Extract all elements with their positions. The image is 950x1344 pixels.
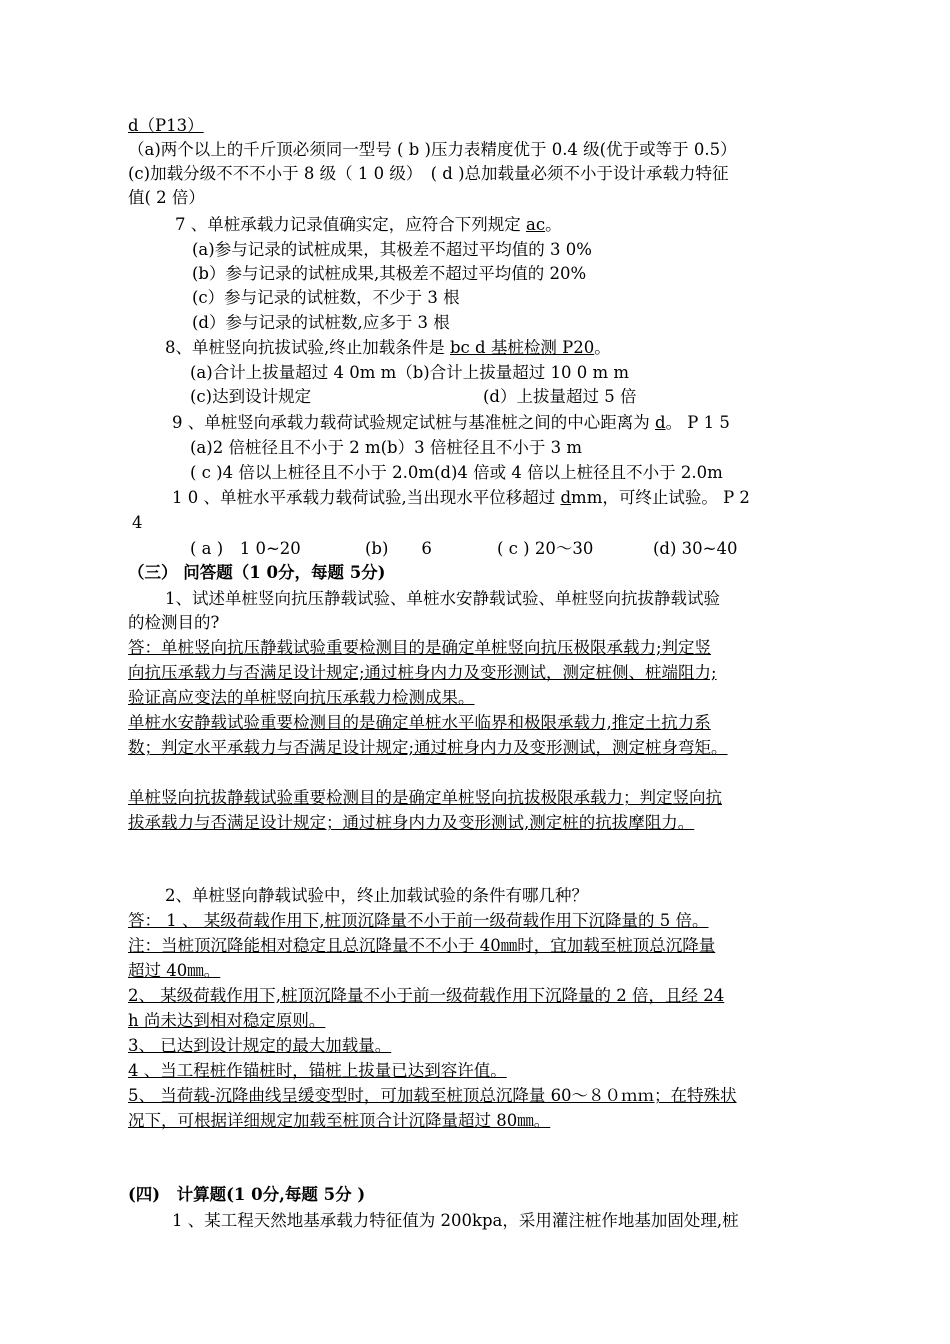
s3-a2-line: 答： 1 、 某级荷载作用下,桩顶沉降量不小于前一级荷载作用下沉降量的 5 倍。 [128, 911, 709, 930]
s3-a2-line: 况下，可根据详细规定加载至桩顶合计沉降量超过 80㎜。 [128, 1111, 551, 1130]
q10-stem-end: mm，可终止试验。 P 2 [571, 488, 750, 507]
q10-stem-cont: 4 [132, 513, 143, 532]
s3-a1-line: 答：单桩竖向抗压静载试验重要检测目的是确定单桩竖向抗压极限承载力;判定竖 [128, 638, 712, 657]
section-3-heading: （三） 问答题（1 0分，每题 5分) [128, 563, 386, 582]
s3-a1-line: 拔承载力与否满足设计规定；通过桩身内力及变形测试,测定桩的抗拔摩阻力。 [128, 813, 695, 832]
q8-option-a-b: (a)合计上拔量超过 4 0m m（b)合计上拔量超过 10 0 m m [190, 363, 629, 382]
q7-stem-end: 。 [545, 215, 562, 234]
q9-stem [172, 411, 730, 435]
s3-a1-line: 验证高应变法的单桩竖向抗压承载力检测成果。 [128, 688, 475, 707]
q6-option-d-cont: 值( 2 倍） [128, 188, 205, 207]
q6-option-a-b: （a)两个以上的千斤顶必须同一型号 ( b )压力表精度优于 0.4 级(优于或等于 0.5） [128, 140, 737, 159]
s3-a1-line: 单桩竖向抗拔静载试验重要检测目的是确定单桩竖向抗拔极限承载力；判定竖向抗 [128, 788, 722, 807]
q8-stem-end: 。 [594, 338, 611, 357]
q10-stem [172, 486, 750, 510]
q10-option-c: ( c ) 20～30 [497, 539, 594, 558]
q6-option-c-d: (c)加载分级不不不小于 8 级（ 1 0 级） ( d )总加载量必须不小于设计承载力特征 [128, 164, 729, 183]
q10-option-a: ( a ) 1 0~20 [190, 539, 301, 558]
q8-option-d: (d）上拔量超过 5 倍 [483, 387, 637, 406]
s3-a2-line: 4 、当工程桩作锚桩时，锚桩上拔量已达到容许值。 [128, 1061, 507, 1080]
s3-q2: 2、单桩竖向静载试验中，终止加载试验的条件有哪几种？ [165, 886, 588, 905]
q8-answer: bc d 基桩检测 P20 [450, 338, 595, 357]
s3-q1-line-1: 1、试述单桩竖向抗压静载试验、单桩水安静载试验、单桩竖向抗拔静载试验 [165, 589, 720, 608]
s3-a2-line: 5、 当荷载-沉降曲线呈缓变型时，可加载至桩顶总沉降量 60～８０ｍｍ；在特殊状 [128, 1086, 737, 1105]
q9-stem-text: 9 、单桩竖向承载力载荷试验规定试桩与基准桩之间的中心距离为 [172, 413, 655, 432]
q7-option-d: (d）参与记录的试桩数,应多于 3 根 [192, 313, 450, 332]
s3-q1-line-2: 的检测目的? [128, 613, 220, 632]
section-4-heading: (四) 计算题(1 0分,每题 5分 ) [128, 1185, 366, 1204]
q7-option-b: (b）参与记录的试桩成果,其极差不超过平均值的 20% [192, 264, 587, 283]
q10-option-d: (d) 30~40 [653, 539, 738, 558]
q9-option-a-b: (a)2 倍桩径且不小于 2 m(b）3 倍桩径且不小于 3 m [190, 438, 582, 457]
s3-a2-line: 超过 40㎜。 [128, 961, 221, 980]
s3-a1-line: 向抗压承载力与否满足设计规定;通过桩身内力及变形测试，测定桩侧、桩端阻力; [128, 663, 717, 682]
q7-option-c: (c）参与记录的试桩数，不少于 3 根 [192, 288, 460, 307]
s3-a1-line: 单桩水安静载试验重要检测目的是确定单桩水平临界和极限承载力,推定土抗力系 [128, 713, 711, 732]
q7-stem [175, 213, 562, 237]
q9-option-c-d: ( c )4 倍以上桩径且不小于 2.0m(d)4 倍或 4 倍以上桩径且不小于 2.0m [190, 463, 723, 482]
s3-a2-line: 2、 某级荷载作用下,桩顶沉降量不小于前一级荷载作用下沉降量的 2 倍，且经 24 [128, 986, 725, 1005]
q10-option-b: (b) 6 [365, 539, 432, 558]
q10-stem-text: 1 0 、单桩水平承载力载荷试验,当出现水平位移超过 [172, 488, 561, 507]
s3-a1-line: 数；判定水平承载力与否满足设计规定;通过桩身内力及变形测试，测定桩身弯矩。 [128, 738, 728, 757]
q9-answer: d [655, 413, 666, 432]
s3-a2-line: 3、 已达到设计规定的最大加载量。 [128, 1036, 392, 1055]
q6-reference: d（P13） [128, 116, 204, 135]
q8-option-c: (c)达到设计规定 [190, 387, 312, 406]
q7-option-a: (a)参与记录的试桩成果，其极差不超过平均值的 3 0% [192, 240, 592, 259]
s3-a2-line: 注：当桩顶沉降能相对稳定且总沉降量不不小于 40㎜时，宜加载至桩顶总沉降量 [128, 936, 716, 955]
q7-stem-text: 7 、单桩承载力记录值确实定，应符合下列规定 [175, 215, 526, 234]
q9-stem-end: 。 P 1 5 [665, 413, 730, 432]
q7-answer: ac [526, 215, 546, 234]
s4-q1: 1 、某工程天然地基承载力特征值为 200kpa，采用灌注桩作地基加固处理,桩 [172, 1211, 739, 1230]
q8-stem-text: 8、单桩竖向抗拔试验,终止加载条件是 [165, 338, 450, 357]
s3-a2-line: h 尚未达到相对稳定原则。 [128, 1011, 326, 1030]
q10-answer: d [560, 488, 572, 507]
q8-stem [165, 336, 611, 360]
